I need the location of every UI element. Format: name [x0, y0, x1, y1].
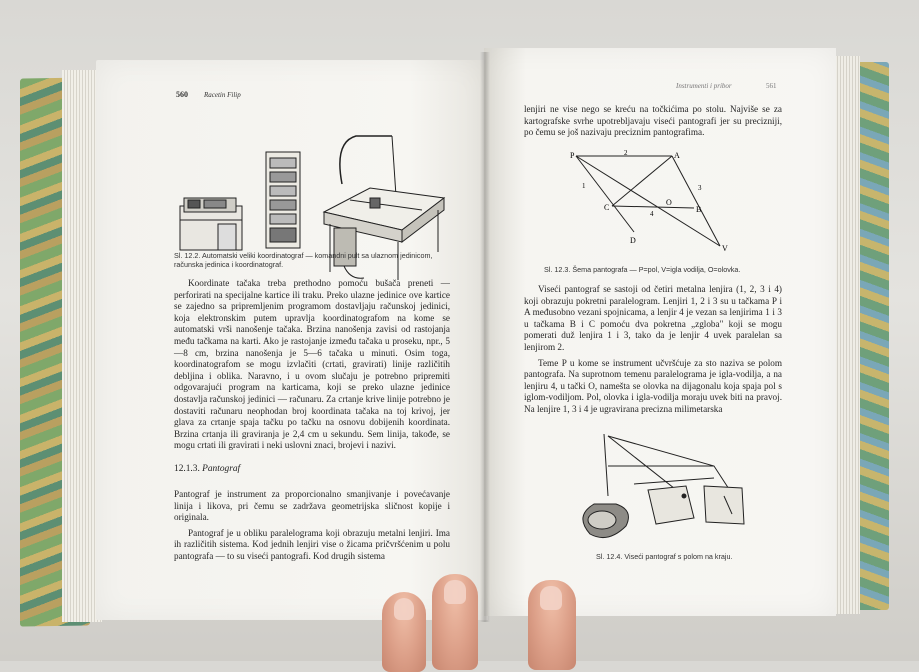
left-section-text: [174, 489, 450, 563]
section-paragraph-1: Pantograf je instrument za proporcionalno smanjivanje i povećavanje linija i likova, pri čemu se zadržava geometrijska sličnost kopije i originala.: [174, 489, 450, 523]
label-ruler-2: 2: [624, 150, 628, 157]
right-running-head: Instrumenti i pribor: [676, 82, 732, 90]
section-heading: [174, 464, 240, 474]
label-P: P: [570, 151, 575, 160]
left-figure-caption: Sl. 12.2. Automatski veliki koordinatograf — komandni pult sa ulaznom jedinicom, računska jedinica i koordinatograf.: [174, 251, 433, 269]
right-paragraph-2: Viseći pantograf se sastoji od četiri metalna lenjira (1, 2, 3 i 4) koji obrazuju pokretni paralelogram. Lenjiri 1, 2 i 3 su u tačkama P i A međusobno vezani spojnicama, a lenjir 4 je vezan sa lenjirima 1 i 3 u tačkama B i C pomoću dva pokretna „zgloba" koji se mogu pomerati duž lenjira 1 i 3, tako da je lenjir 4 uvek paralelan sa lenjirom 2.: [524, 284, 782, 352]
page-stack-right: [832, 56, 860, 614]
fingernail-right: [540, 586, 562, 610]
section-paragraph-2: Pantograf je u obliku paralelograma koji obrazuju metalni lenjiri. Ima ih različitih sistema. Kod jednih lenjiri vise o žicama pričvršćenim u polu pantografa — to su viseći pantografi. Kod drugih sistema: [174, 527, 450, 561]
label-B: B: [696, 205, 702, 214]
label-ruler-1: 1: [582, 182, 586, 190]
right-top-paragraph: lenjiri ne vise nego se kreću na točkićima po stolu. Najviše se za kartografske svrhe upotrebljavaju viseći pantografi jer su precizniji, po čemu se još nazivaju preciznim pantografima.: [524, 104, 782, 138]
right-body-text: [524, 284, 782, 416]
book-cover-right: [855, 62, 889, 610]
left-running-head: Racetin Filip: [204, 91, 241, 99]
label-C: C: [604, 203, 610, 212]
section-number: 12.1.3.: [174, 464, 200, 474]
right-paragraph-3: Teme P u kome se instrument učvršćuje za sto naziva se polom pantografa. Na suprotnom temenu paralelograma je igla-vodilja, a na lenjiru 4, u tački O, namešta se olovka na dijagonalu koja spaja pol s iglom-vodiljom. Pol, olovka i igla-vodilja moraju uvek biti na pravoj. Na lenjire 1, 3 i 4 je ugravirana precizna milimetarska: [524, 357, 782, 414]
label-D: D: [630, 236, 636, 245]
diagram-caption: Sl. 12.3. Šema pantografa — P=pol, V=igla vodilja, O=olovka.: [544, 265, 741, 274]
label-V: V: [722, 244, 728, 253]
section-title: Pantograf: [202, 464, 241, 474]
fingernail-middle: [444, 580, 466, 604]
right-figure-caption: Sl. 12.4. Viseći pantograf s polom na kraju.: [596, 552, 733, 561]
label-O: O: [666, 198, 672, 207]
book-gutter: [480, 52, 490, 622]
label-A: A: [674, 151, 680, 160]
left-page: [96, 60, 488, 620]
label-ruler-4: 4: [650, 210, 654, 218]
left-page-number: 560: [176, 90, 188, 99]
fingernail-left: [394, 598, 414, 620]
right-page: [484, 48, 836, 616]
label-ruler-3: 3: [698, 184, 702, 192]
pantograph-diagram: [568, 150, 748, 260]
hanging-pantograph-illustration: [564, 426, 764, 546]
left-body-text: [174, 278, 450, 452]
left-body-paragraph: Koordinate tačaka treba prethodno pomoću bušača preneti — perforirati na specijalne kartice ili traku. Preko ulazne jedinice ove kartice se zajedno sa pripremljenim programom dostavljaju računskoj jedinici, koja elektronskim putem upravlja koordinatografom na kome se automatski vrši nanošenje tačaka. Brzina nanošenja zavisi od rastojanja među tačkama na karti. Ako je rastojanje između tačaka u proseku, npr., 5—8 cm, brzina nanošenja je 5—6 tačaka u minuti. Osim toga, koordinatografom se mogu izvlačiti (crtati, gravirati) linije različitih debljina i oblika. Naravno, i u ovom slučaju je potrebno pripremiti odgovarajući program na karticama, koji se preko ulazne jedinice dostavlja računskoj jedinici — računaru. Za crtanje krive linije potrebno je dostaviti računaru neophodan broj koordinata tačaka na toj krivoj, jer glava za crtanje spaja tačku po tačku na osnovu dobijenih koordinata. Brzina crtanja ili graviranja je 2,4 cm u sekundu. Sem linija, takođe, se mogu crtati ili gravirati i neki uslovni znaci, brojevi i nazivi.: [174, 278, 450, 451]
right-page-number: 561: [766, 82, 777, 90]
